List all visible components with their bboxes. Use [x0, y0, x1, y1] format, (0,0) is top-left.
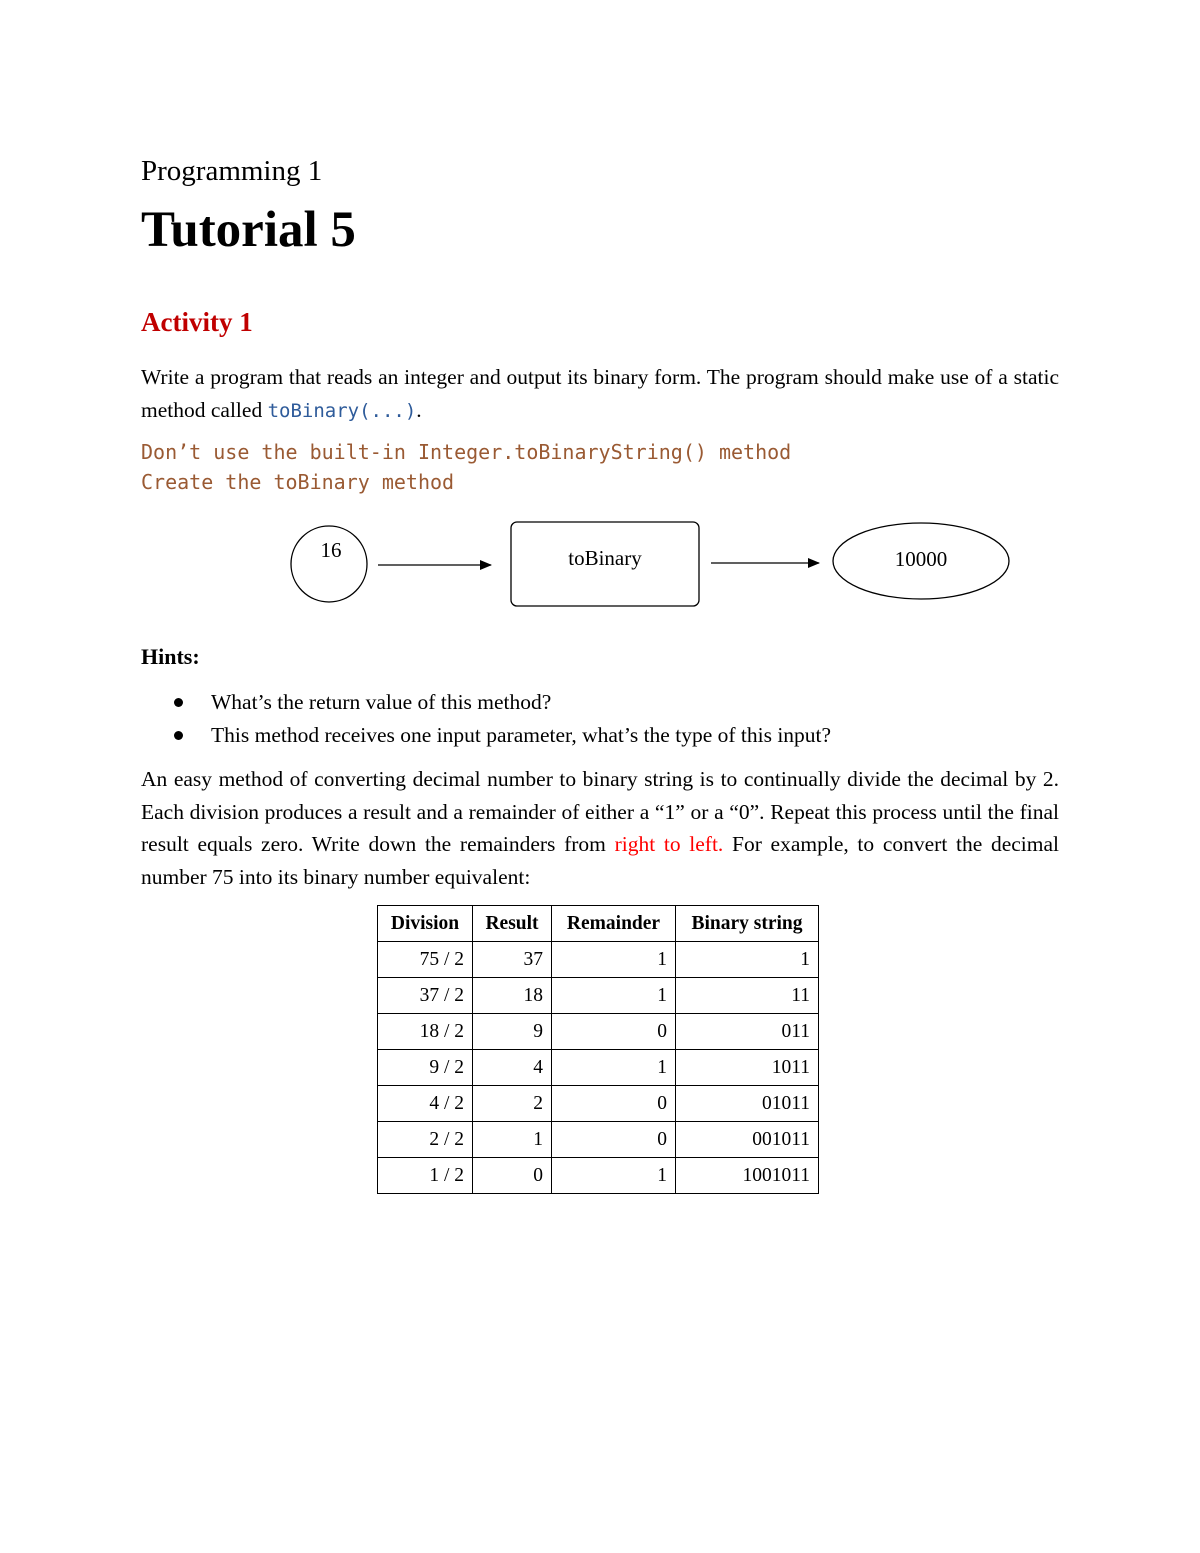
column-header: Division	[378, 906, 473, 942]
input-value: 16	[320, 538, 342, 562]
table-cell: 4 / 2	[378, 1086, 473, 1122]
page-title: Tutorial 5	[141, 202, 356, 258]
table-cell: 37 / 2	[378, 978, 473, 1014]
activity-description	[141, 361, 1059, 427]
table-cell: 11	[676, 978, 819, 1014]
table-cell: 0	[552, 1014, 676, 1050]
method-name-code: toBinary(...)	[267, 399, 417, 422]
hint-text: This method receives one input parameter, what’s the type of this input?	[211, 722, 832, 747]
column-header: Remainder	[552, 906, 676, 942]
bullet-icon	[174, 698, 183, 707]
intro-text: Write a program that reads an integer and output its binary form. The program should make use of a static method called	[141, 365, 1059, 422]
highlight-text: right to left.	[614, 832, 724, 856]
table-cell: 0	[552, 1122, 676, 1158]
hint-text: What’s the return value of this method?	[211, 690, 552, 714]
hints-list	[141, 686, 831, 751]
explanation-end: For example, to convert the decimal number 75 into its binary number equivalent:	[141, 832, 1059, 889]
column-header: Binary string	[676, 906, 819, 942]
table-cell: 9	[473, 1014, 552, 1050]
table-cell: 1 / 2	[378, 1158, 473, 1194]
table-row	[378, 1086, 819, 1122]
table-cell: 1011	[676, 1050, 819, 1086]
table-cell: 4	[473, 1050, 552, 1086]
method-label: toBinary	[568, 546, 642, 570]
table-cell: 1	[552, 978, 676, 1014]
table-cell: 001011	[676, 1122, 819, 1158]
table-cell: 1	[676, 942, 819, 978]
table-row	[378, 1122, 819, 1158]
table-cell: 1001011	[676, 1158, 819, 1194]
table-cell: 1	[552, 1050, 676, 1086]
table-row	[378, 978, 819, 1014]
code-notes	[141, 437, 791, 497]
table-cell: 75 / 2	[378, 942, 473, 978]
activity-heading: Activity 1	[141, 307, 253, 337]
table-row	[378, 1014, 819, 1050]
hint-item	[141, 686, 831, 719]
table-cell: 0	[473, 1158, 552, 1194]
table-cell: 2 / 2	[378, 1122, 473, 1158]
division-table	[377, 905, 819, 1194]
note-line: Create the toBinary method	[141, 470, 455, 494]
hint-item	[141, 719, 831, 752]
table-cell: 18 / 2	[378, 1014, 473, 1050]
note-line: Don’t use the built-in Integer.toBinaryString() method	[141, 440, 792, 464]
table-cell: 1	[473, 1122, 552, 1158]
table-cell: 37	[473, 942, 552, 978]
course-name: Programming 1	[141, 155, 323, 187]
table-cell: 0	[552, 1086, 676, 1122]
tobinary-diagram	[286, 518, 1026, 618]
table-row	[378, 1158, 819, 1194]
table-header-row	[378, 906, 819, 942]
column-header: Result	[473, 906, 552, 942]
intro-end: .	[416, 397, 422, 422]
bullet-icon	[174, 731, 183, 740]
explanation-text: An easy method of converting decimal number to binary string is to continually divide the decimal by 2. Each division produces a result and a remainder of either a “1” or a “0”. Repeat this process until the final result equals zero. Write down the remainders from	[141, 767, 1059, 856]
table-row	[378, 1050, 819, 1086]
table-cell: 011	[676, 1014, 819, 1050]
explanation-paragraph	[141, 763, 1059, 893]
output-value: 10000	[894, 547, 948, 571]
table-cell: 1	[552, 1158, 676, 1194]
table-cell: 18	[473, 978, 552, 1014]
table-cell: 2	[473, 1086, 552, 1122]
table-row	[378, 942, 819, 978]
hints-heading: Hints:	[141, 644, 200, 669]
table-cell: 01011	[676, 1086, 819, 1122]
table-cell: 1	[552, 942, 676, 978]
table-cell: 9 / 2	[378, 1050, 473, 1086]
